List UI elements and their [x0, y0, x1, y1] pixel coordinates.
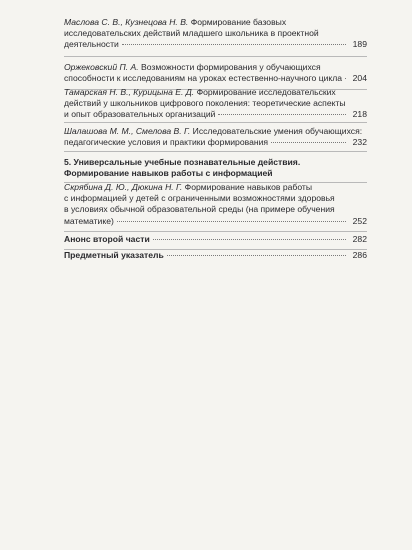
entry-author: Маслова С. В., Кузнецова Н. В.	[64, 17, 189, 27]
dot-leader	[345, 77, 346, 79]
dot-leader	[117, 220, 346, 222]
entry-title-start: Возможности формирования у обучающихся	[141, 62, 321, 72]
entry-first-line	[64, 126, 367, 137]
entry-title-start: Формирование базовых	[190, 17, 287, 27]
entry-line: с информацией у детей с ограниченными возможностями здоровья	[64, 193, 335, 204]
entry-title-end: математике)	[64, 215, 114, 226]
section-heading-line: 5. Универсальные учебные познавательные действия.	[64, 157, 301, 167]
entry-title-end: способности к исследованиям на уроках естественно-научного цикла	[64, 73, 343, 84]
page-number: 218	[352, 109, 367, 120]
section-heading-line: Формирование навыков работы с информацией	[64, 168, 273, 179]
entry-author: Скрябина Д. Ю., Дюкина Н. Г.	[64, 182, 183, 192]
entry-title-end: педагогические условия и практики формирования	[64, 137, 269, 148]
page-number: 252	[352, 215, 367, 226]
entry-title-end: деятельности	[64, 39, 119, 50]
entry-title-end: и опыт образовательных организаций	[64, 109, 216, 120]
toc-entry-skryabina[interactable]	[64, 182, 367, 227]
entry-divider	[64, 122, 367, 123]
dot-leader	[122, 43, 346, 45]
toc-entry-shalashova[interactable]	[64, 126, 367, 148]
entry-divider	[64, 151, 367, 152]
entry-last-line	[64, 216, 367, 227]
toc-entry-maslova[interactable]	[64, 17, 367, 51]
entry-last-line	[64, 137, 367, 148]
entry-line: действий у школьников цифрового поколения: теоретические аспекты	[64, 98, 346, 109]
page-number: 282	[352, 234, 367, 244]
entry-author: Тамарская Н. В., Курицына Е. Д.	[64, 87, 195, 97]
page-number: 204	[352, 73, 367, 84]
section-heading-5[interactable]	[64, 157, 367, 179]
entry-title-start: Формирование навыков работы	[184, 182, 313, 192]
entry-title: Предметный указатель	[64, 250, 164, 260]
dot-leader	[153, 238, 346, 240]
entry-last-line	[64, 250, 367, 261]
page-number: 232	[352, 137, 367, 148]
page-number: 286	[352, 250, 367, 260]
toc-entry-orzhekovsky[interactable]	[64, 62, 367, 84]
entry-divider	[64, 56, 367, 57]
entry-line: исследовательских действий младшего школьника в проектной	[64, 28, 319, 39]
entry-last-line	[64, 234, 367, 245]
page-number: 189	[352, 39, 367, 50]
dot-leader	[271, 141, 346, 143]
entry-first-line	[64, 182, 367, 193]
entry-title-start: Формирование исследовательских	[196, 87, 336, 97]
entry-divider	[64, 231, 367, 232]
entry-last-line	[64, 73, 367, 84]
dot-leader	[218, 113, 346, 115]
entry-title: Анонс второй части	[64, 234, 150, 244]
toc-entry-announce[interactable]	[64, 234, 367, 245]
entry-title-start: Исследовательские умения обучающихся:	[192, 126, 363, 136]
entry-line: в условиях обычной образовательной среды (на примере обучения	[64, 204, 335, 215]
entry-first-line	[64, 17, 367, 28]
toc-entry-tamarskaya[interactable]	[64, 87, 367, 121]
entry-author: Оржековский П. А.	[64, 62, 139, 72]
entry-first-line	[64, 62, 367, 73]
entry-first-line	[64, 87, 367, 98]
entry-last-line	[64, 109, 367, 120]
dot-leader	[167, 254, 346, 256]
entry-last-line	[64, 39, 367, 50]
toc-entry-index[interactable]	[64, 250, 367, 261]
entry-author: Шалашова М. М., Смелова В. Г.	[64, 126, 191, 136]
